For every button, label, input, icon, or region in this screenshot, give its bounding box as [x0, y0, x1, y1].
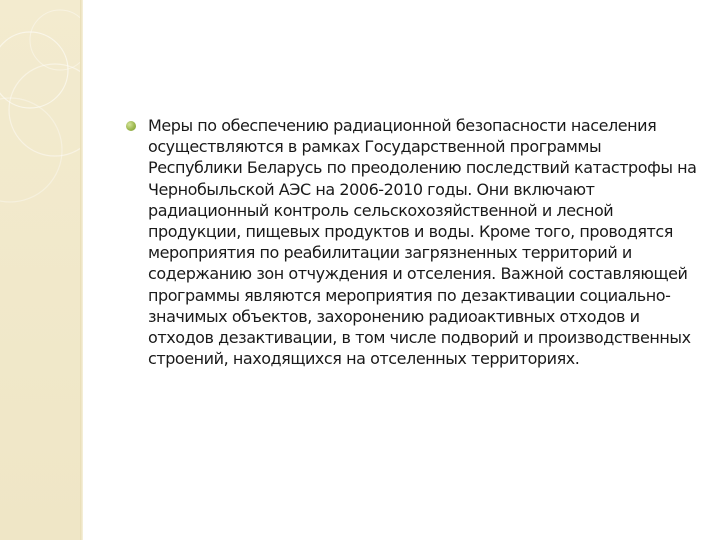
bullet-item — [126, 115, 698, 369]
bullet-icon — [126, 121, 136, 131]
decorative-circles — [0, 0, 80, 540]
decorative-side-panel — [0, 0, 80, 540]
bullet-text: Меры по обеспечению радиационной безопасности населения осуществляются в рамках Государственной программы Республики Беларусь по преодолению последствий катастрофы на Чернобыльской АЭС на 2006-2010 годы. Они включают радиационный контроль сельскохозяйственной и лесной продукции, пищевых продуктов и воды. Кроме того, проводятся мероприятия по реабилитации загрязненных территорий и содержанию зон отчуждения и отселения. Важной составляющей программы являются мероприятия по дезактивации социально-значимых объектов, захоронению радиоактивных отходов и отходов дезактивации, в том числе подворий и производственных строений, находящихся на отселенных территориях. — [148, 116, 697, 369]
panel-divider — [80, 0, 83, 540]
slide-content — [126, 115, 698, 369]
